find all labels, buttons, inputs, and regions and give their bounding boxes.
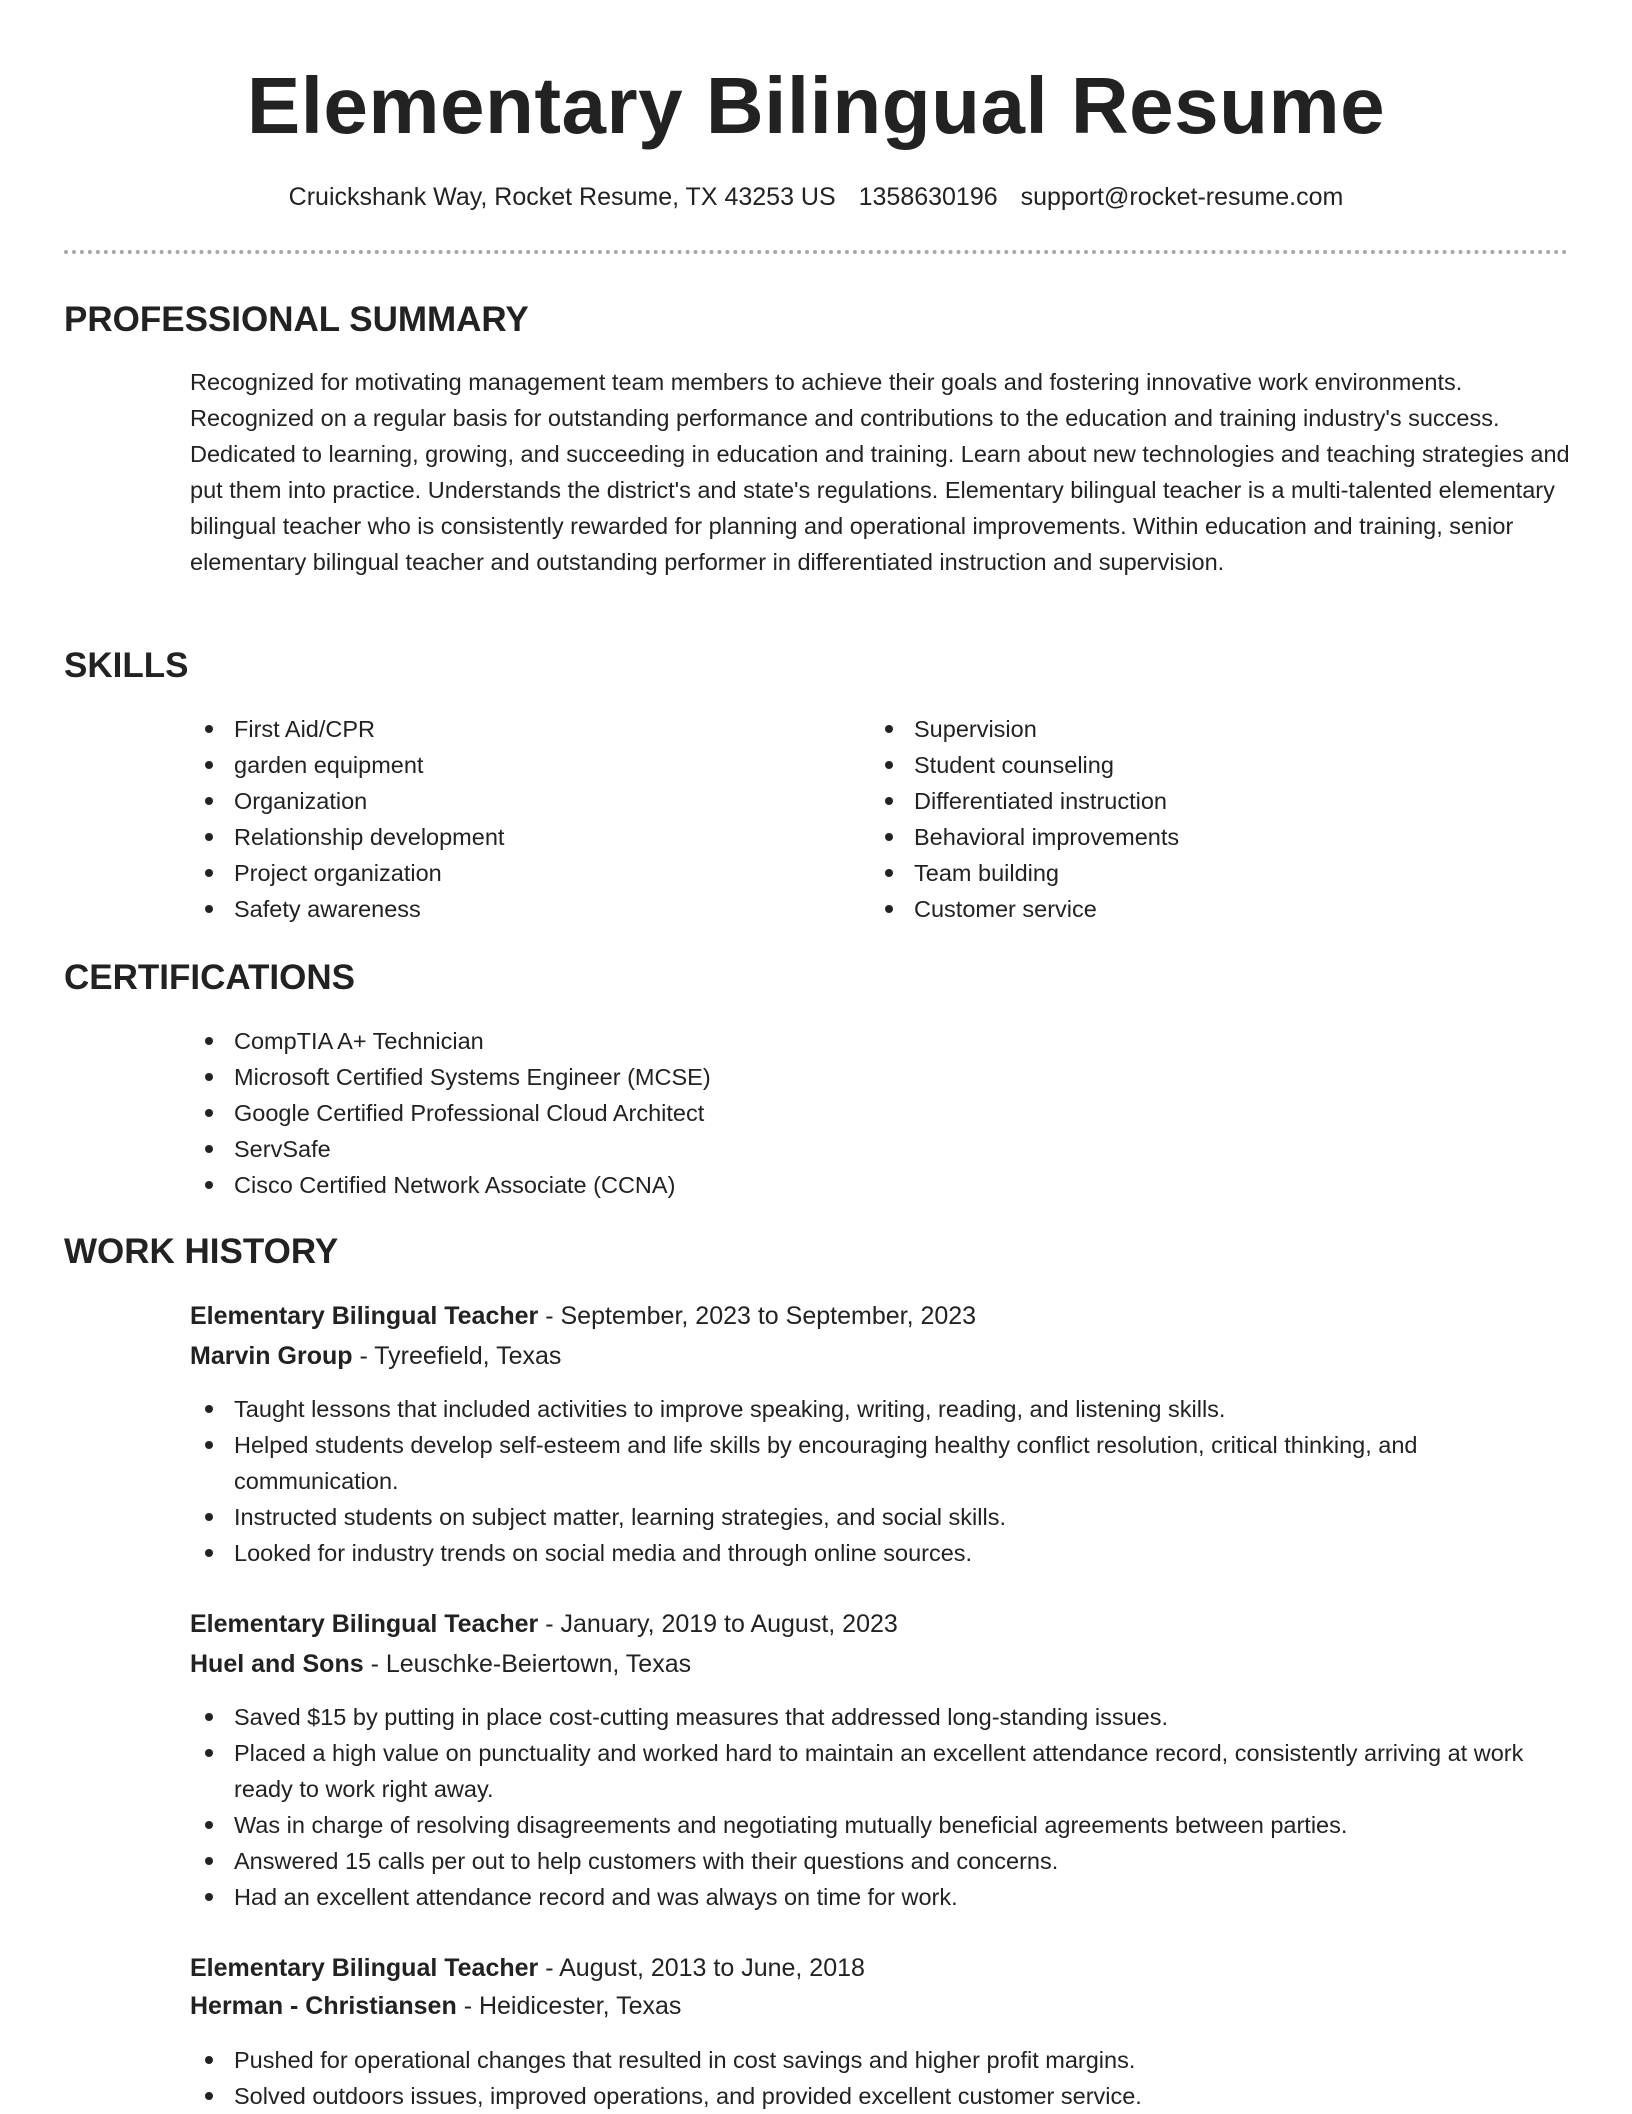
skill-item: Project organization	[190, 855, 830, 891]
job-title: Elementary Bilingual Teacher	[190, 1302, 539, 1330]
job-dates: - January, 2019 to August, 2023	[538, 1610, 898, 1638]
job-title: Elementary Bilingual Teacher	[190, 1954, 539, 1982]
job-bullets	[190, 2042, 1570, 2114]
skills-heading: SKILLS	[64, 646, 189, 685]
summary-heading: PROFESSIONAL SUMMARY	[64, 300, 529, 339]
job-bullet: Answered 15 calls per out to help customers with their questions and concerns.	[190, 1843, 1570, 1879]
job-company: Herman - Christiansen	[190, 1992, 457, 2020]
job-bullet: Taught lessons that included activities to improve speaking, writing, reading, and listening skills.	[190, 1391, 1570, 1427]
skill-item: Team building	[870, 855, 1510, 891]
certification-item: Microsoft Certified Systems Engineer (MCSE)	[190, 1059, 1570, 1095]
job-title: Elementary Bilingual Teacher	[190, 1610, 539, 1638]
contact-phone: 1358630196	[858, 183, 998, 211]
job-bullet: Placed a high value on punctuality and worked hard to maintain an excellent attendance record, consistently arriving at work ready to work right away.	[190, 1735, 1570, 1807]
work-history-heading: WORK HISTORY	[64, 1232, 339, 1271]
resume-title: Elementary Bilingual Resume	[246, 61, 1386, 150]
certification-item: ServSafe	[190, 1131, 1570, 1167]
job-company: Marvin Group	[190, 1342, 353, 1370]
job-company-line	[190, 1646, 691, 1682]
job-bullets	[190, 1699, 1570, 1915]
contact-email: support@rocket-resume.com	[1020, 183, 1344, 211]
job-bullet: Looked for industry trends on social media and through online sources.	[190, 1535, 1570, 1571]
contact-line	[0, 180, 1632, 214]
job-bullet: Was in charge of resolving disagreements and negotiating mutually beneficial agreements between parties.	[190, 1807, 1570, 1843]
job-bullet: Solved outdoors issues, improved operations, and provided excellent customer service.	[190, 2078, 1570, 2114]
certifications-heading: CERTIFICATIONS	[64, 958, 356, 997]
summary-text: Recognized for motivating management team members to achieve their goals and fostering innovative work environments. Recognized on a regular basis for outstanding performance and contributions to the education and training industry's success. Dedicated to learning, growing, and succeeding in education and training. Learn about new technologies and teaching strategies and put them into practice. Understands the district's and state's regulations. Elementary bilingual teacher is a multi-talented elementary bilingual teacher who is consistently rewarded for planning and operational improvements. Within education and training, senior elementary bilingual teacher and outstanding performer in differentiated instruction and supervision.	[190, 369, 1570, 575]
job-bullet: Pushed for operational changes that resulted in cost savings and higher profit margins.	[190, 2042, 1570, 2078]
job-company-line	[190, 1988, 681, 2024]
skill-item: Student counseling	[870, 747, 1510, 783]
job-dates: - September, 2023 to September, 2023	[538, 1302, 977, 1330]
skill-item: Differentiated instruction	[870, 783, 1510, 819]
job-bullet: Saved $15 by putting in place cost-cutting measures that addressed long-standing issues.	[190, 1699, 1570, 1735]
job-bullet: Helped students develop self-esteem and life skills by encouraging healthy conflict resolution, critical thinking, and communication.	[190, 1427, 1570, 1499]
contact-address: Cruickshank Way, Rocket Resume, TX 43253 US	[288, 183, 836, 211]
job-bullets	[190, 1391, 1570, 1571]
job-company-line	[190, 1338, 561, 1374]
skill-item: Safety awareness	[190, 891, 830, 927]
header-divider	[64, 250, 1568, 254]
certification-item: CompTIA A+ Technician	[190, 1023, 1570, 1059]
job-bullet: Instructed students on subject matter, learning strategies, and social skills.	[190, 1499, 1570, 1535]
certification-item: Google Certified Professional Cloud Architect	[190, 1095, 1570, 1131]
job-company: Huel and Sons	[190, 1650, 364, 1678]
certification-item: Cisco Certified Network Associate (CCNA)	[190, 1167, 1570, 1203]
skill-item: Customer service	[870, 891, 1510, 927]
skill-item: Behavioral improvements	[870, 819, 1510, 855]
job-location: - Heidicester, Texas	[456, 1992, 682, 2020]
job-title-line	[190, 1950, 865, 1986]
skill-item: First Aid/CPR	[190, 711, 830, 747]
job-location: - Leuschke-Beiertown, Texas	[363, 1650, 692, 1678]
skill-item: garden equipment	[190, 747, 830, 783]
skill-item: Organization	[190, 783, 830, 819]
job-title-line	[190, 1606, 898, 1642]
job-bullet: Had an excellent attendance record and was always on time for work.	[190, 1879, 1570, 1915]
certifications-list	[190, 1023, 1570, 1203]
job-title-line	[190, 1298, 976, 1334]
skills-list-left	[190, 711, 830, 927]
skills-list-right	[870, 711, 1510, 927]
job-location: - Tyreefield, Texas	[352, 1342, 562, 1370]
job-dates: - August, 2013 to June, 2018	[538, 1954, 865, 1982]
skill-item: Supervision	[870, 711, 1510, 747]
skill-item: Relationship development	[190, 819, 830, 855]
